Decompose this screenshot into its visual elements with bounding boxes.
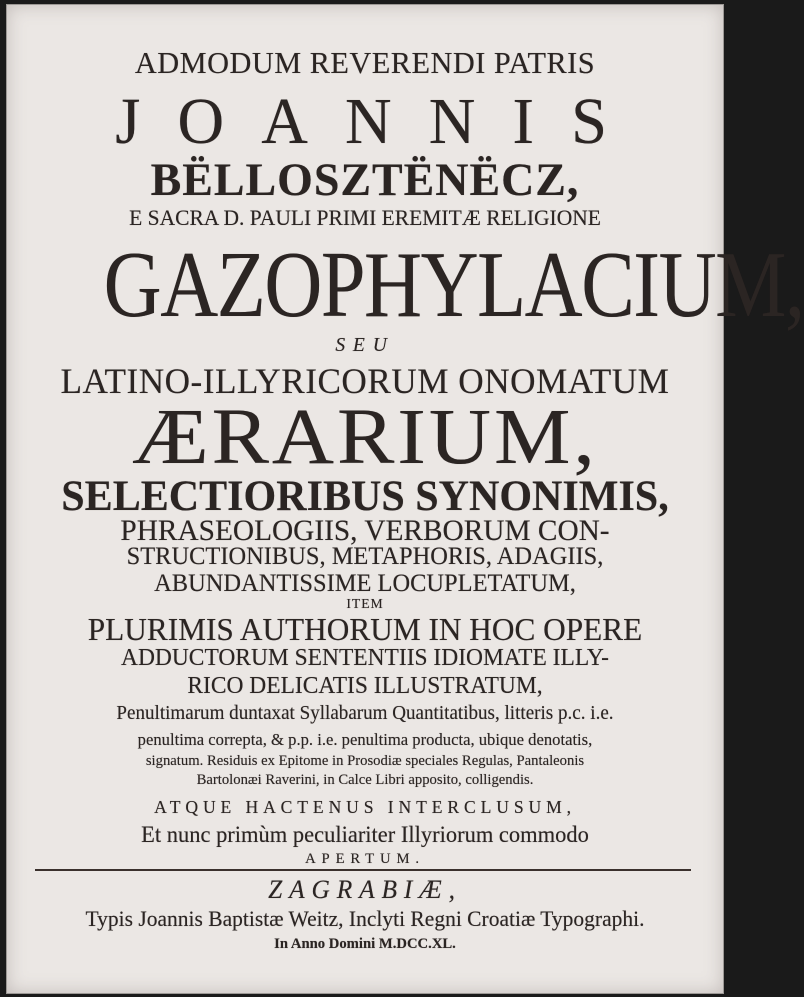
author-order: E SACRA D. PAULI PRIMI EREMITÆ RELIGIONE [129,205,601,230]
item-connector: ITEM [346,597,384,612]
note-line-1: Penultimarum duntaxat Syllabarum Quantitatibus, litteris p.c. i.e. [116,703,614,724]
imprint-divider [35,869,691,871]
author-first-name: JOANNIS [115,85,645,158]
author-intro: ADMODUM REVERENDI PATRIS [134,45,596,80]
note-line-4: Bartolonæi Raverini, in Calce Libri apposito, colligendis. [196,772,534,788]
imprint-place: ZAGRABIÆ, [268,875,462,904]
closing-line-3: APERTUM. [305,851,425,867]
description-line-1: SELECTIORIBUS SYNONIMIS, [61,473,669,520]
description-line-2: PHRASEOLOGIIS, VERBORUM CON- [120,514,610,547]
closing-line-1: ATQUE HACTENUS INTERCLUSUM, [154,797,576,817]
description-line-5: PLURIMIS AUTHORUM IN HOC OPERE [87,611,643,647]
title-page [6,4,804,994]
note-line-3: signatum. Residuis ex Epitome in Prosodiæ speciales Regulas, Pantaleonis [145,753,585,769]
imprint-date: In Anno Domini M.DCC.XL. [274,936,456,952]
subtitle-line-1: LATINO-ILLYRICORUM ONOMATUM [60,361,670,401]
description-line-6: ADDUCTORUM SENTENTIIS IDIOMATE ILLY- [121,645,609,671]
description-line-4: ABUNDANTISSIME LOCUPLETATUM, [154,570,576,597]
description-line-3: STRUCTIONIBUS, METAPHORIS, ADAGIIS, [126,543,604,570]
title-connector: SEU [335,334,395,356]
subtitle-main: ÆRARIUM, [132,393,598,481]
description-line-7: RICO DELICATIS ILLUSTRATUM, [187,673,543,699]
closing-line-2: Et nunc primùm peculiariter Illyriorum commodo [141,822,589,847]
note-line-2: penultima correpta, & p.p. i.e. penultima producta, ubique denotatis, [137,730,593,749]
imprint-printer: Typis Joannis Baptistæ Weitz, Inclyti Regni Croatiæ Typographi. [85,906,645,931]
author-surname: BËLLOSZTËNËCZ, [150,154,580,206]
book-title: GAZOPHYLACIUM, [103,231,804,337]
